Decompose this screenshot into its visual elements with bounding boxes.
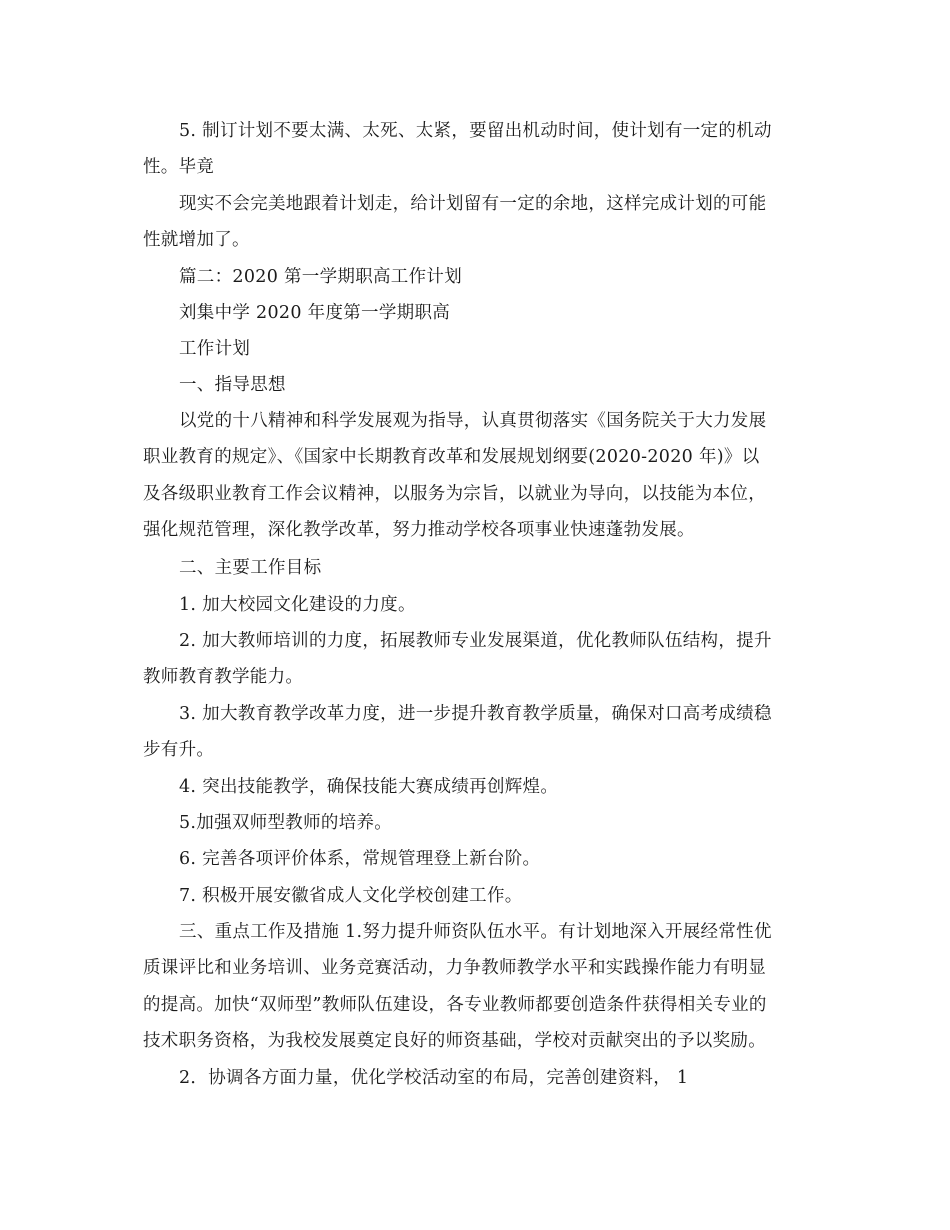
paragraph-coordination [143,1060,813,1096]
heading-main-goals [143,550,813,586]
goal-item-6 [143,841,813,877]
document-subtitle [143,331,813,367]
paragraph-plan-tip-5 [143,113,813,186]
text-line: 步有升。 [143,740,215,761]
text-line: 7. 积极开展安徽省成人文化学校创建工作。 [179,886,523,906]
text-line: 1. 加大校园文化建设的力度。 [179,595,416,615]
goal-item-5 [143,805,813,841]
text-line: 教师教育教学能力。 [143,667,304,688]
text-line: 6. 完善各项评价体系，常规管理登上新台阶。 [179,849,541,869]
text-line: 二、主要工作目标 [179,558,322,578]
text-line: 5. 制订计划不要太满、太死、太紧，要留出机动时间，使计划有一定的机动 [179,121,772,141]
text-line: 以党的十八精神和科学发展观为指导，认真贯彻落实《国务院关于大力发展 [179,411,767,431]
section-heading [143,259,813,295]
text-line: 现实不会完美地跟着计划走，给计划留有一定的余地，这样完成计划的可能 [179,194,767,214]
goal-item-2 [143,623,813,696]
text-line: 4. 突出技能教学，确保技能大赛成绩再创辉煌。 [179,777,559,797]
paragraph-key-measures [143,914,813,1060]
text-line: 性。毕竟 [143,157,215,178]
text-line: 2．协调各方面力量，优化学校活动室的布局，完善创建资料， 1 [179,1068,689,1088]
heading-guiding-ideology [143,367,813,403]
goal-item-4 [143,769,813,805]
text-line: 三、重点工作及措施 1.努力提升师资队伍水平。有计划地深入开展经常性优 [179,922,772,942]
text-line: 的提高。加快“双师型”教师队伍建设，各专业教师都要创造条件获得相关专业的 [143,994,767,1015]
text-line: 质课评比和业务培训、业务竞赛活动，力争教师教学水平和实践操作能力有明显 [143,958,766,979]
text-line: 2. 加大教师培训的力度，拓展教师专业发展渠道，优化教师队伍结构，提升 [179,631,772,651]
text-line: 工作计划 [179,339,251,359]
text-line: 及各级职业教育工作会议精神，以服务为宗旨，以就业为导向，以技能为本位， [143,483,766,504]
text-line: 性就增加了。 [143,230,250,251]
goal-item-7 [143,878,813,914]
text-line: 5.加强双师型教师的培养。 [179,813,393,833]
text-line: 篇二：2020 第一学期职高工作计划 [179,267,462,287]
text-line: 职业教育的规定》、《国家中长期教育改革和发展规划纲要(2020-2020 年)》以 [143,447,760,468]
text-line: 刘集中学 2020 年度第一学期职高 [179,303,451,323]
paragraph-guiding-ideology [143,403,813,549]
text-line: 一、指导思想 [179,375,286,395]
paragraph-reality [143,186,813,259]
goal-item-1 [143,587,813,623]
text-line: 强化规范管理，深化教学改革，努力推动学校各项事业快速蓬勃发展。 [143,520,695,541]
text-line: 技术职务资格，为我校发展奠定良好的师资基础，学校对贡献突出的予以奖励。 [143,1031,766,1052]
document-title [143,295,813,331]
text-line: 3. 加大教育教学改革力度，进一步提升教育教学质量，确保对口高考成绩稳 [179,704,772,724]
goal-item-3 [143,696,813,769]
